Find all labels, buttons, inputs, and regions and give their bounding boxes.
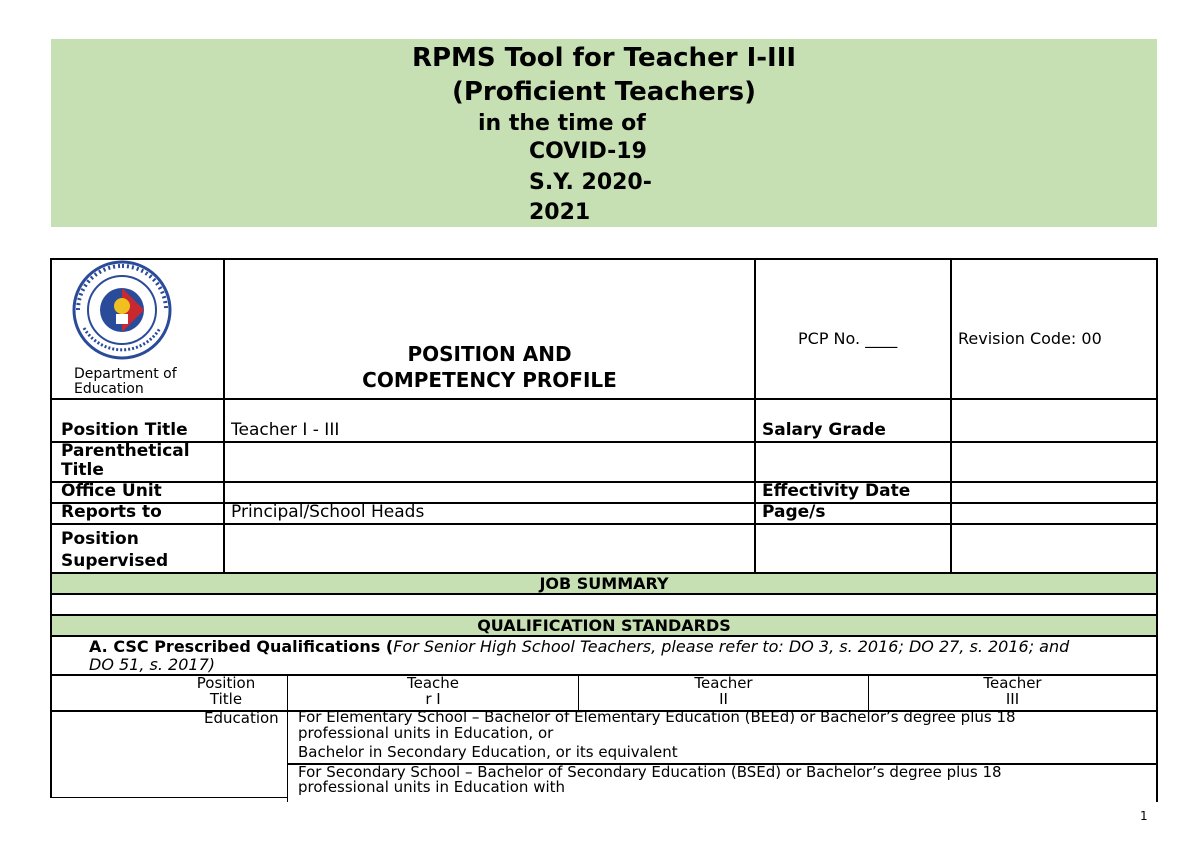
reports-to-value: Principal/School Heads <box>231 502 425 522</box>
seal-icon <box>70 258 174 362</box>
pcp-number: PCP No. ____ <box>798 329 898 348</box>
csc-qualifications-line1 <box>89 637 1069 656</box>
salary-grade-label: Salary Grade <box>762 420 886 440</box>
education-label: Education <box>204 709 279 727</box>
pages-label: Page/s <box>762 502 826 522</box>
elementary-requirement-line3: Bachelor in Secondary Education, or its equivalent <box>298 743 678 761</box>
position-title-label: Position Title <box>61 420 188 440</box>
document-title-line1: POSITION AND <box>407 342 572 366</box>
banner-subtitle-line5: S.Y. 2020- <box>529 170 652 195</box>
col-teacher-2-line2: II <box>719 690 728 708</box>
office-unit-label: Office Unit <box>61 481 162 501</box>
dept-label-line2: Education <box>74 381 144 397</box>
qualification-standards-title: QUALIFICATION STANDARDS <box>477 616 731 635</box>
secondary-requirement-line1: For Secondary School – Bachelor of Secondary Education (BSEd) or Bachelor’s degree plus 18 <box>298 763 1002 781</box>
job-summary-title: JOB SUMMARY <box>539 574 669 593</box>
parenthetical-title-label-line2: Title <box>61 460 104 480</box>
banner-title-line2: (Proficient Teachers) <box>451 77 757 107</box>
revision-code: Revision Code: 00 <box>958 329 1102 348</box>
banner-title-line1: RPMS Tool for Teacher I-III <box>411 43 797 73</box>
reports-to-label: Reports to <box>61 502 162 522</box>
banner-subtitle-line3: in the time of <box>478 111 646 136</box>
csc-qualifications-note: For Senior High School Teachers, please refer to: DO 3, s. 2016; DO 27, s. 2016; and <box>393 637 1070 656</box>
banner-subtitle-line6: 2021 <box>529 200 591 225</box>
document-title-line2: COMPETENCY PROFILE <box>362 368 617 392</box>
page-number: 1 <box>1140 809 1148 823</box>
col-teacher-3-line1: Teacher <box>983 674 1042 692</box>
title-banner <box>51 39 1157 227</box>
elementary-requirement-line1: For Elementary School – Bachelor of Elementary Education (BEEd) or Bachelor’s degree plus 18 <box>298 708 1016 726</box>
csc-qualifications-heading: A. CSC Prescribed Qualifications ( <box>89 637 394 656</box>
col-teacher-3-line2: III <box>1005 690 1020 708</box>
effectivity-date-label: Effectivity Date <box>762 481 911 501</box>
col-teacher-2-line1: Teacher <box>694 674 753 692</box>
deped-seal-logo <box>70 258 174 362</box>
col-position-title-line1: Position <box>196 674 256 692</box>
banner-subtitle-line4: COVID-19 <box>529 139 647 164</box>
parenthetical-title-label-line1: Parenthetical <box>61 441 190 461</box>
dept-label-line1: Department of <box>74 366 177 382</box>
col-position-title-line2: Title <box>209 690 243 708</box>
position-title-value: Teacher I - III <box>231 420 340 440</box>
elementary-requirement-line2: professional units in Education, or <box>298 724 554 742</box>
col-teacher-1-line2: r I <box>425 690 441 708</box>
secondary-requirement-line2: professional units in Education with <box>298 778 566 796</box>
csc-qualifications-line2: DO 51, s. 2017) <box>89 655 215 674</box>
col-teacher-1-line1: Teache <box>406 674 460 692</box>
position-supervised-label-line1: Position <box>61 529 139 549</box>
position-supervised-label-line2: Supervised <box>61 551 169 571</box>
